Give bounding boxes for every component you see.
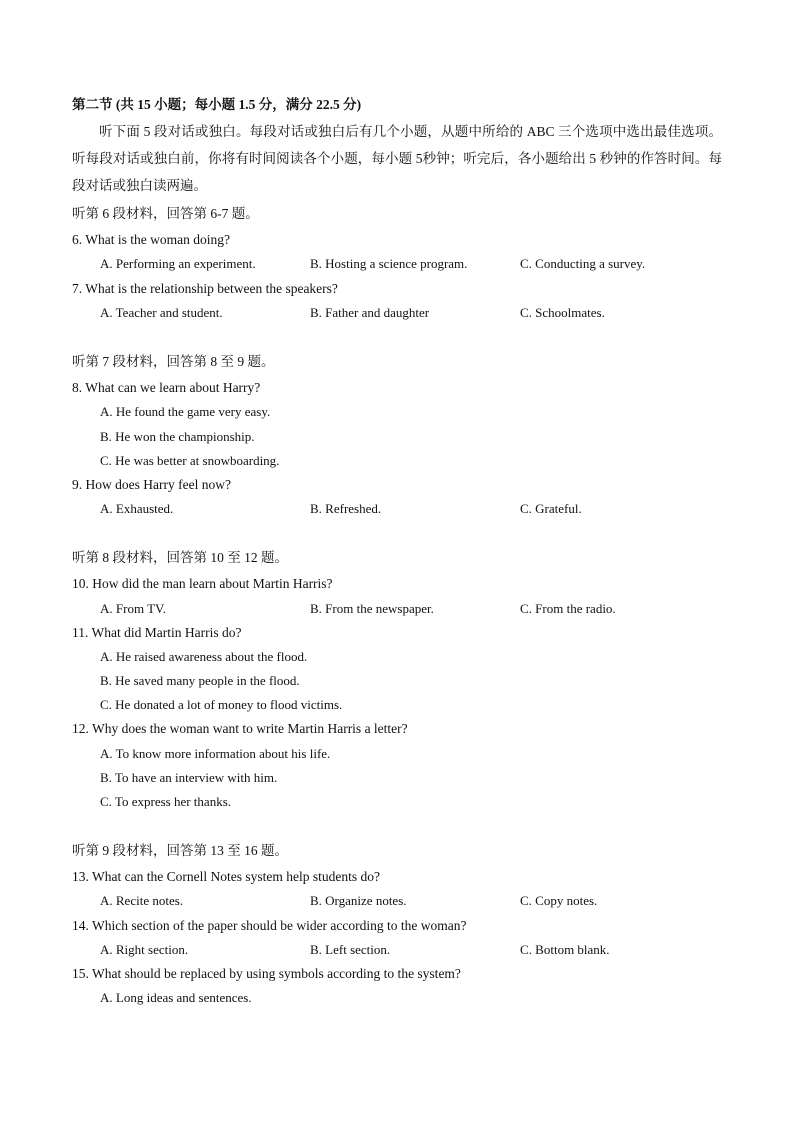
- option-a: A. Exhausted.: [100, 501, 174, 516]
- option-c: C. Schoolmates.: [520, 305, 605, 320]
- option-c: C. Copy notes.: [520, 893, 598, 908]
- question-stem: 13. What can the Cornell Notes system help students do?: [72, 869, 380, 884]
- option-a: A. Performing an experiment.: [100, 256, 256, 271]
- option-b: B. Father and daughter: [310, 305, 430, 320]
- option-b: B. He won the championship.: [100, 429, 255, 444]
- option-b: B. Refreshed.: [310, 501, 382, 516]
- option-c: C. Grateful.: [520, 501, 582, 516]
- option-a: A. Teacher and student.: [100, 305, 223, 320]
- question-stem: 15. What should be replaced by using symbols according to the system?: [72, 966, 461, 981]
- option-c: C. Conducting a survey.: [520, 256, 646, 271]
- option-c: C. To express her thanks.: [100, 794, 231, 809]
- question-stem: 14. Which section of the paper should be wider according to the woman?: [72, 918, 467, 933]
- question-stem: 10. How did the man learn about Martin Harris?: [72, 576, 333, 591]
- option-c: C. From the radio.: [520, 601, 616, 616]
- question-stem: 11. What did Martin Harris do?: [72, 625, 242, 640]
- option-b: B. To have an interview with him.: [100, 770, 278, 785]
- option-c: C. Bottom blank.: [520, 942, 610, 957]
- question-stem: 9. How does Harry feel now?: [72, 477, 231, 492]
- question-stem: 8. What can we learn about Harry?: [72, 380, 261, 395]
- option-a: A. He raised awareness about the flood.: [100, 649, 308, 664]
- option-b: B. From the newspaper.: [310, 601, 434, 616]
- option-c: C. He was better at snowboarding.: [100, 453, 280, 468]
- question-stem: 6. What is the woman doing?: [72, 232, 230, 247]
- option-b: B. Organize notes.: [310, 893, 407, 908]
- question-stem: 12. Why does the woman want to write Martin Harris a letter?: [72, 721, 408, 736]
- section-instructions: 听下面 5 段对话或独白。每段对话或独白后有几个小题，从题中所给的 ABC 三个选项中选出最佳选项。听每段对话或独白前，你将有时间阅读各个小题，每小题 5秒钟；听完后，各小题给出 5 秒钟的作答时间。每段对话或独白读两遍。: [72, 124, 722, 193]
- option-a: A. Right section.: [100, 942, 189, 957]
- group-header-9: 听第 9 段材料，回答第 13 至 16 题。: [72, 843, 288, 858]
- option-a: A. He found the game very easy.: [100, 404, 271, 419]
- group-header-6: 听第 6 段材料，回答第 6-7 题。: [72, 206, 259, 221]
- option-a: A. From TV.: [100, 601, 166, 616]
- group-header-8: 听第 8 段材料，回答第 10 至 12 题。: [72, 550, 288, 565]
- option-b: B. He saved many people in the flood.: [100, 673, 300, 688]
- option-a: A. Long ideas and sentences.: [100, 990, 252, 1005]
- question-stem: 7. What is the relationship between the speakers?: [72, 281, 338, 296]
- option-b: B. Left section.: [310, 942, 391, 957]
- group-header-7: 听第 7 段材料，回答第 8 至 9 题。: [72, 354, 275, 369]
- section-title: 第二节 (共 15 小题；每小题 1.5 分，满分 22.5 分): [72, 97, 362, 112]
- option-a: A. Recite notes.: [100, 893, 184, 908]
- option-a: A. To know more information about his life.: [100, 746, 331, 761]
- option-b: B. Hosting a science program.: [310, 256, 468, 271]
- option-c: C. He donated a lot of money to flood victims.: [100, 697, 343, 712]
